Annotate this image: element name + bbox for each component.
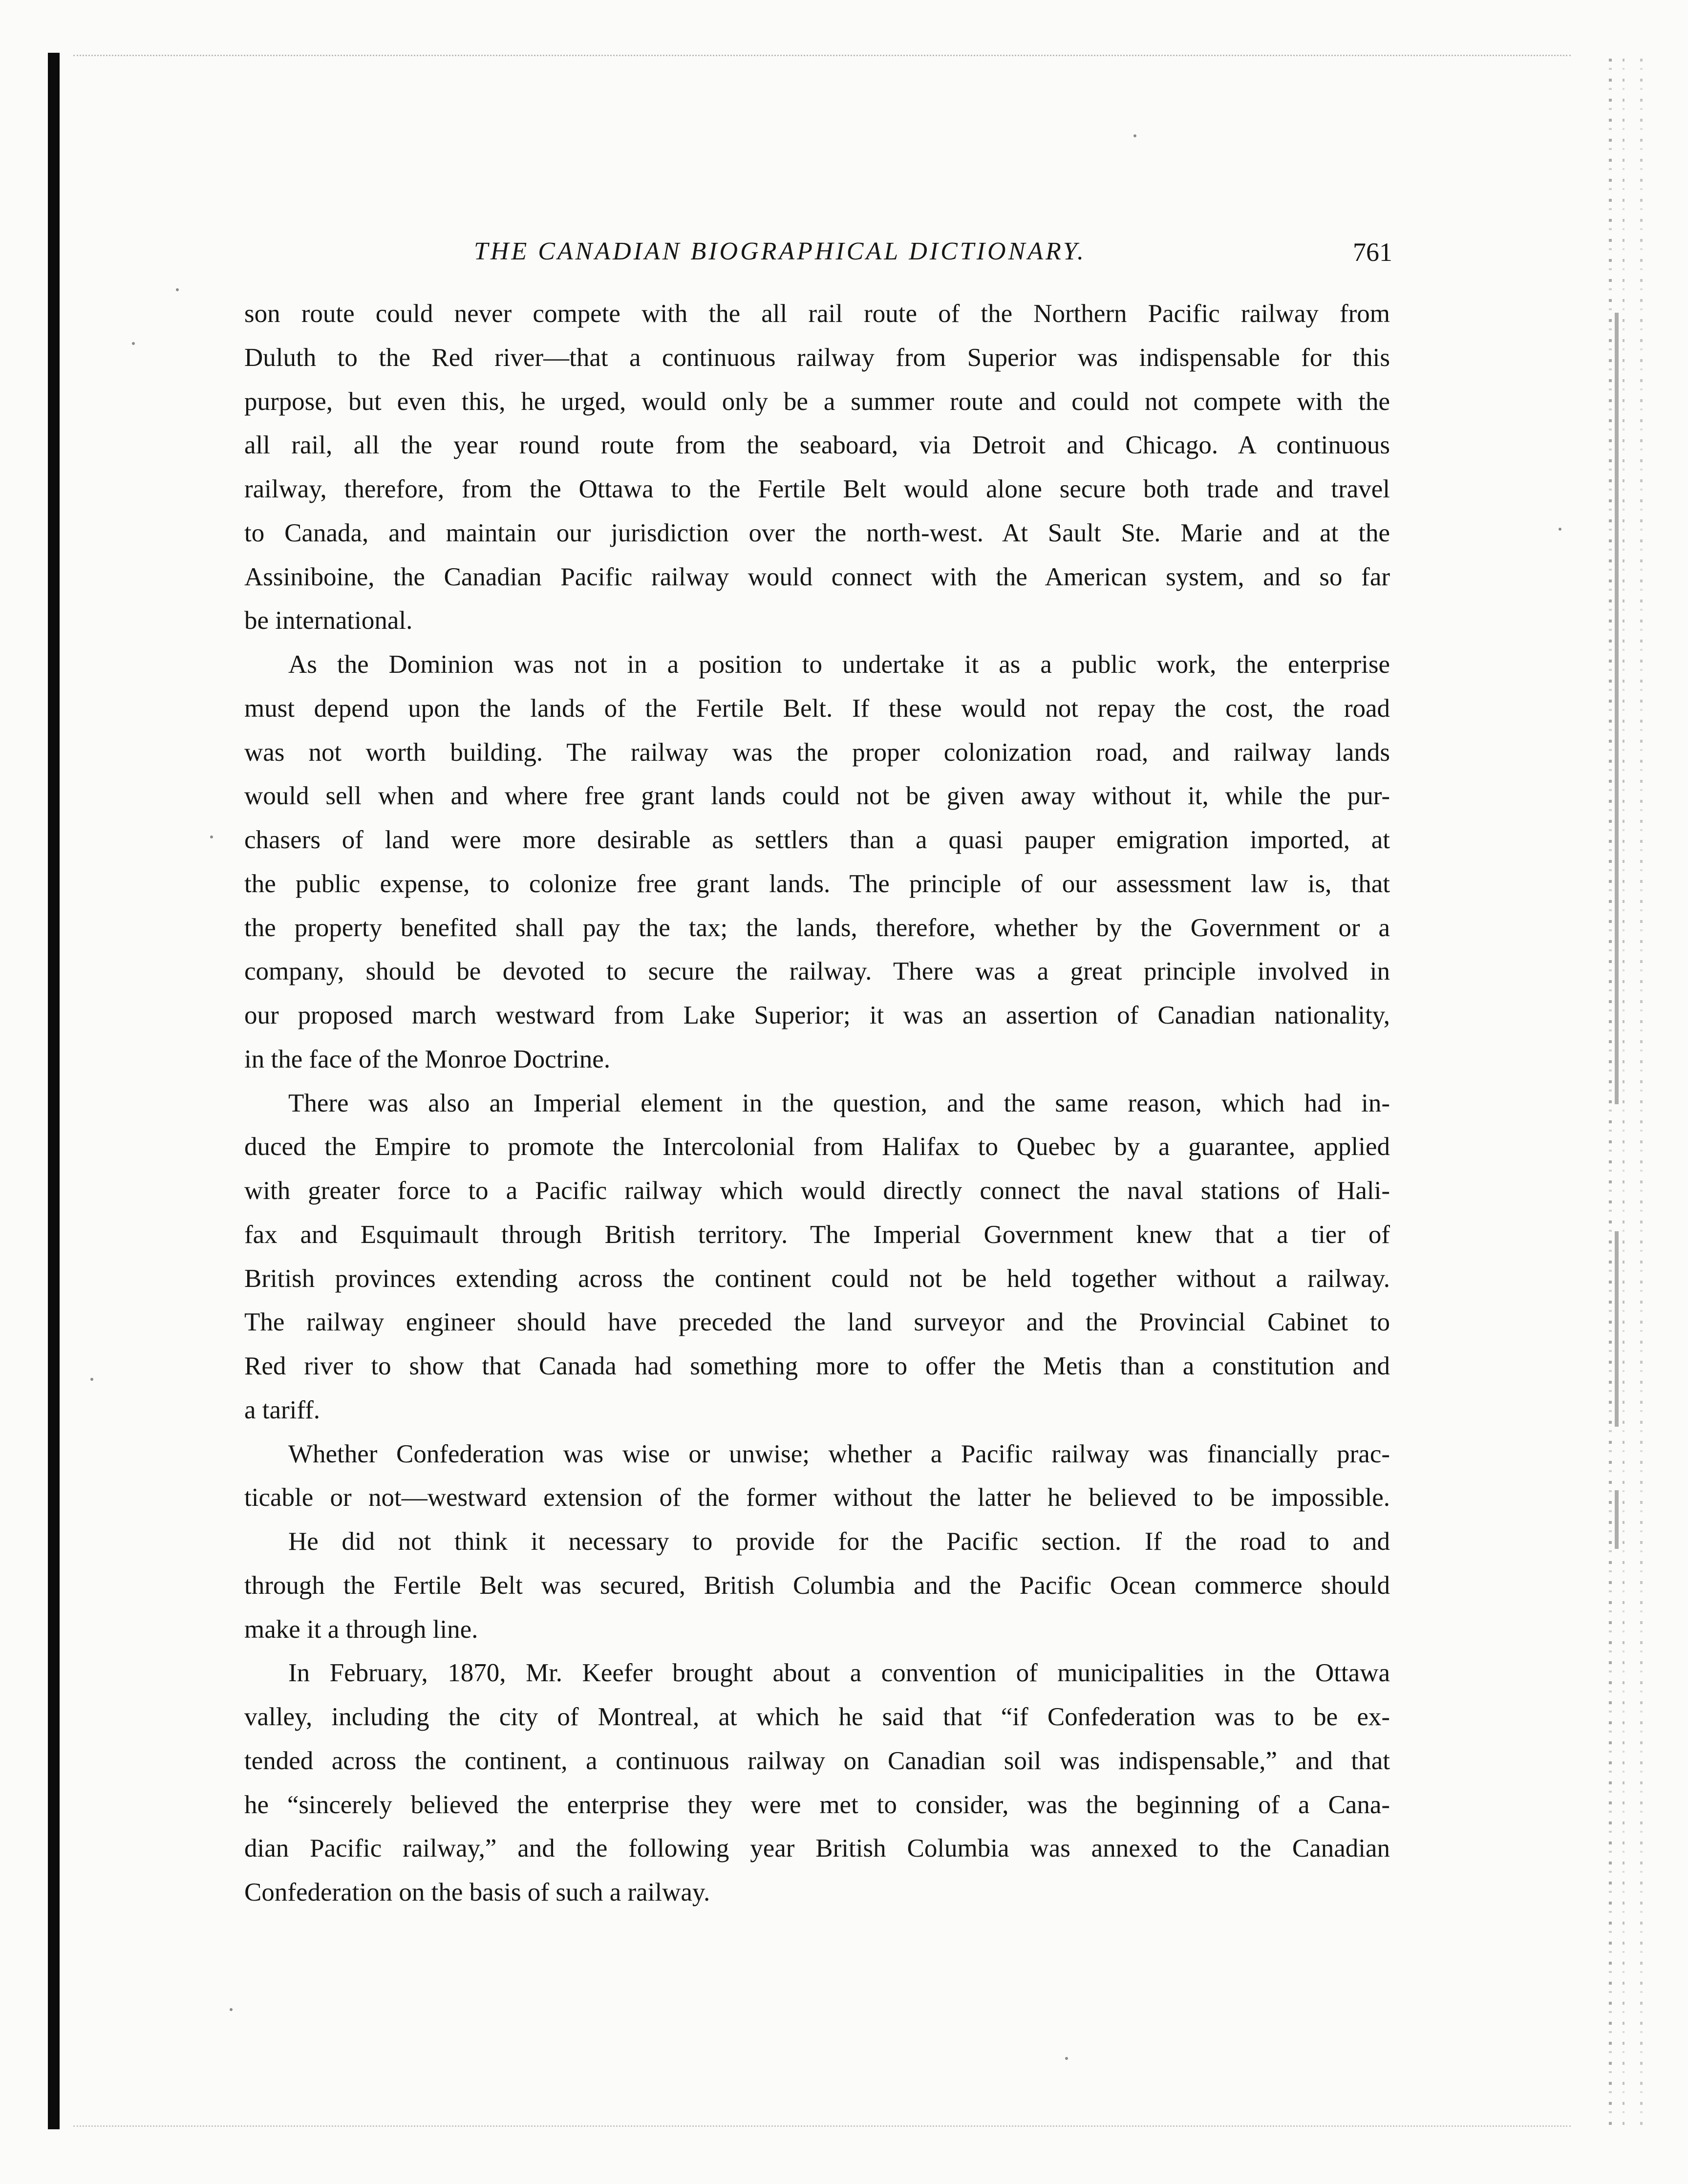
- scan-right-margin: [1600, 59, 1659, 2130]
- text-line: Duluth to the Red river—that a continuous railway from Superior was indispensable for this: [244, 343, 1390, 372]
- body-text: [244, 292, 1390, 1915]
- text-line: son route could never compete with the all rail route of the Northern Pacific railway from: [244, 300, 1390, 328]
- text-line: fax and Esquimault through British territory. The Imperial Government knew that a tier of: [244, 1220, 1390, 1249]
- running-title: THE CANADIAN BIOGRAPHICAL DICTIONARY.: [474, 237, 1086, 265]
- binding-shadow: [1615, 313, 1619, 1104]
- binding-shadow: [1615, 1490, 1619, 1549]
- text-line: was not worth building. The railway was the proper colonization road, and railway lands: [244, 738, 1390, 767]
- scan-speck: [1133, 134, 1136, 137]
- text-line: valley, including the city of Montreal, at which he said that “if Confederation was to be ex-: [244, 1703, 1390, 1731]
- text-line: Assiniboine, the Canadian Pacific railway would connect with the American system, and so far: [244, 562, 1390, 591]
- text-line: The railway engineer should have preceded the land surveyor and the Provincial Cabinet to: [244, 1308, 1390, 1337]
- text-line: be international.: [244, 606, 413, 635]
- page-number: 761: [1353, 237, 1392, 267]
- text-line: in the face of the Monroe Doctrine.: [244, 1045, 611, 1073]
- text-line: Red river to show that Canada had something more to offer the Metis than a constitution and: [244, 1352, 1390, 1380]
- binding-shadow: [1615, 1231, 1619, 1427]
- text-line: British provinces extending across the continent could not be held together without a railway.: [244, 1264, 1390, 1293]
- text-line: all rail, all the year round route from the seaboard, via Detroit and Chicago. A continuous: [244, 431, 1390, 460]
- scan-top-edge: [73, 55, 1571, 56]
- scan-speck: [230, 2008, 233, 2011]
- scan-speck: [90, 1378, 93, 1381]
- scan-speck: [132, 342, 135, 345]
- text-line: must depend upon the lands of the Fertile Belt. If these would not repay the cost, the road: [244, 694, 1390, 723]
- text-line: There was also an Imperial element in the question, and the same reason, which had in-: [288, 1089, 1390, 1117]
- text-line: our proposed march westward from Lake Superior; it was an assertion of Canadian nationality,: [244, 1001, 1390, 1029]
- scan-edge-strip: [1640, 59, 1643, 2130]
- scan-speck: [176, 288, 179, 291]
- text-line: Whether Confederation was wise or unwise; whether a Pacific railway was financially prac-: [288, 1439, 1390, 1468]
- text-line: tended across the continent, a continuous railway on Canadian soil was indispensable,” and that: [244, 1746, 1390, 1775]
- scan-speck: [1065, 2057, 1068, 2060]
- scan-edge-strip: [1609, 59, 1612, 2130]
- page-binding-rule: [48, 53, 60, 2129]
- text-line: make it a through line.: [244, 1615, 478, 1644]
- text-line: company, should be devoted to secure the railway. There was a great principle involved in: [244, 957, 1390, 986]
- text-line: to Canada, and maintain our jurisdiction over the north-west. At Sault Ste. Marie and at the: [244, 518, 1390, 547]
- text-line: He did not think it necessary to provide for the Pacific section. If the road to and: [288, 1527, 1390, 1556]
- text-line: a tariff.: [244, 1395, 320, 1424]
- text-line: the property benefited shall pay the tax; the lands, therefore, whether by the Government or a: [244, 913, 1390, 942]
- text-line: the public expense, to colonize free grant lands. The principle of our assessment law is, that: [244, 869, 1390, 898]
- scan-speck: [1559, 528, 1561, 531]
- text-line: with greater force to a Pacific railway which would directly connect the naval stations of Hali-: [244, 1177, 1390, 1205]
- text-line: As the Dominion was not in a position to undertake it as a public work, the enterprise: [288, 650, 1390, 679]
- text-line: he “sincerely believed the enterprise they were met to consider, was the beginning of a Cana-: [244, 1790, 1390, 1819]
- text-line: Confederation on the basis of such a railway.: [244, 1878, 710, 1906]
- scan-edge-strip: [1623, 59, 1624, 2130]
- text-line: In February, 1870, Mr. Keefer brought about a convention of municipalities in the Ottawa: [288, 1659, 1390, 1688]
- text-line: purpose, but even this, he urged, would only be a summer route and could not compete with the: [244, 387, 1390, 416]
- text-line: chasers of land were more desirable as settlers than a quasi pauper emigration imported, at: [244, 826, 1390, 854]
- text-line: ticable or not—westward extension of the former without the latter he believed to be impossible.: [244, 1483, 1390, 1512]
- text-line: through the Fertile Belt was secured, British Columbia and the Pacific Ocean commerce should: [244, 1571, 1390, 1600]
- text-line: railway, therefore, from the Ottawa to the Fertile Belt would alone secure both trade and travel: [244, 475, 1390, 503]
- page-header: [244, 237, 1397, 271]
- scan-speck: [210, 835, 213, 838]
- text-line: duced the Empire to promote the Intercolonial from Halifax to Quebec by a guarantee, applied: [244, 1133, 1390, 1161]
- text-line: would sell when and where free grant lands could not be given away without it, while the pur-: [244, 782, 1390, 811]
- scan-bottom-edge: [73, 2125, 1571, 2127]
- text-line: dian Pacific railway,” and the following year British Columbia was annexed to the Canadian: [244, 1834, 1390, 1863]
